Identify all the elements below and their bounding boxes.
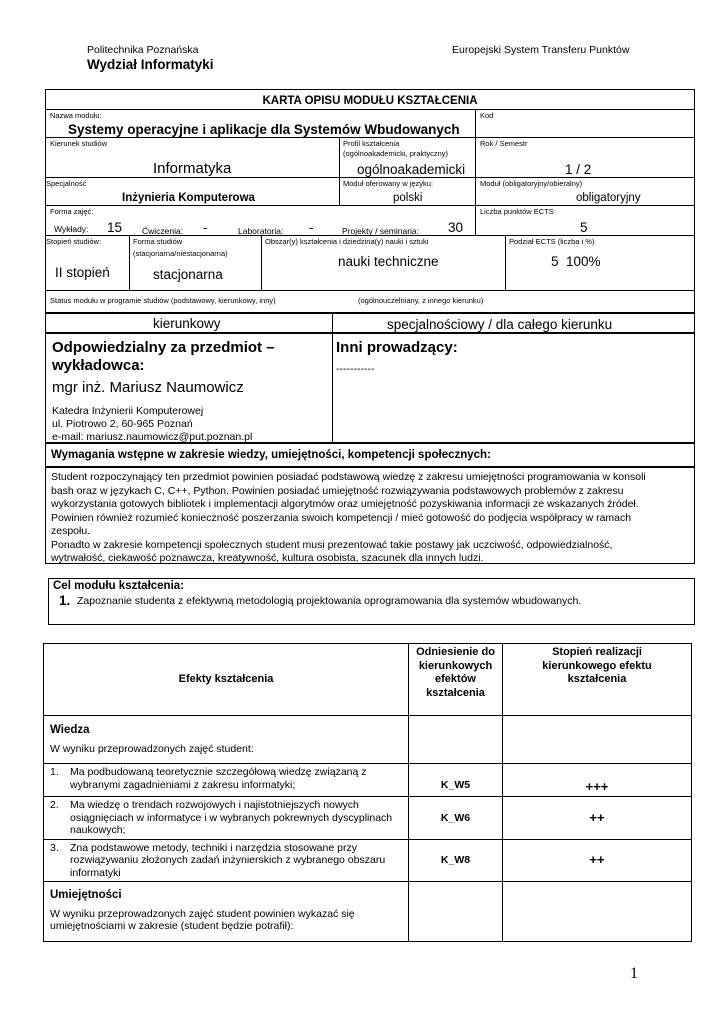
skills-section: [44, 882, 409, 942]
language-value: polski: [393, 192, 423, 204]
reference-col-header: Odniesienie do kierunkowych efektów kształcenia: [409, 644, 503, 716]
specialty-label: Specjalność: [46, 179, 87, 188]
labs-label: Laboratoria:: [238, 226, 284, 236]
goal-number: 1.: [59, 593, 71, 608]
requirements-heading: Wymagania wstępne w zakresie wiedzy, umiejętności, kompetencji społecznych:: [51, 449, 491, 461]
profile-label: Profil kształcenia: [343, 139, 400, 148]
level-col-header: Stopień realizacji kierunkowego efektu kształcenia: [503, 644, 692, 716]
exercises-label: Ćwiczenia:: [142, 226, 184, 236]
obligatory-value: obligatoryjny: [576, 192, 641, 204]
effect-number: 3.: [50, 841, 59, 854]
effect-level: ++: [503, 797, 692, 840]
table-row: [44, 764, 692, 797]
lectures-value: 15: [107, 220, 123, 235]
ects-label: Liczba punktów ECTS: [480, 207, 554, 216]
knowledge-intro: W wyniku przeprowadzonych zajęć student:: [50, 742, 254, 755]
profile-label-hint: (ogólnoakademicki, praktyczny): [343, 149, 449, 158]
effects-col-header: Efekty kształcenia: [44, 644, 409, 716]
requirements-line: wykorzystania gotowych bibliotek i implementacji algorytmów oraz umiejętność pozyskiwania informacji ze wskazanych źródeł.: [51, 498, 639, 510]
study-form-value: stacjonarna: [153, 267, 223, 282]
effect-reference: K_W6: [409, 797, 503, 840]
faculty-name: Wydział Informatyki: [87, 57, 214, 72]
effect-reference: K_W8: [409, 839, 503, 882]
knowledge-heading: Wiedza: [50, 724, 90, 736]
effect-number: 1.: [50, 766, 59, 778]
specialty-value: Inżynieria Komputerowa: [122, 192, 255, 204]
goal-text: Zapoznanie studenta z efektywną metodologią projektowania oprogramowania dla systemów wbudowanych.: [77, 595, 582, 607]
module-name: Systemy operacyjne i aplikacje dla Systemów Wbudowanych: [68, 122, 460, 137]
field-value: Informatyka: [153, 160, 232, 177]
university-name: Politechnika Poznańska: [87, 44, 199, 56]
goal-heading: Cel modułu kształcenia:: [53, 580, 185, 592]
responsible-heading: Odpowiedzialny za przedmiot – wykładowca:: [52, 339, 275, 374]
requirements-line: Powinien również rozumieć konieczność poszerzania swoich kompetencji / mieć gotowość do podjęcia współpracy w ramach: [51, 511, 632, 524]
ects-split-value: 5 100%: [551, 254, 601, 269]
projects-label: Projekty / seminaria:: [342, 226, 419, 236]
labs-value: -: [309, 220, 314, 235]
obligatory-label: Moduł (obligatoryjny/obieralny): [480, 179, 583, 188]
level-value: II stopień: [55, 265, 110, 280]
effect-level: +++: [503, 764, 692, 797]
effect-text: Ma wiedzę o trendach rozwojowych i najistotniejszych nowych osiągnięciach w informatyce i w wybranych pokrewnych dyscyplinach naukowych;: [70, 799, 393, 836]
status-label: Status modułu w programie studiów (podstawowy, kierunkowy, inny): [50, 296, 276, 305]
year-value: 1 / 2: [565, 162, 592, 177]
requirements-line: Ponadto w zakresie kompetencji społecznych student musi prezentować takie postawy jak uczciwość, odpowiedzialność,: [51, 538, 613, 551]
responsible-email: e-mail: mariusz.naumowicz@put.poznan.pl: [52, 431, 253, 443]
card-title: KARTA OPISU MODUŁU KSZTAŁCENIA: [262, 95, 478, 107]
effect-number: 2.: [50, 799, 59, 811]
others-value: -----------: [336, 363, 375, 375]
projects-value: 30: [448, 220, 464, 235]
others-heading: Inni prowadzący:: [336, 339, 458, 356]
area-value: nauki techniczne: [338, 254, 439, 269]
table-row: [44, 797, 692, 840]
requirements-line: Student rozpoczynający ten przedmiot powinien posiadać podstawową wiedzę z zakresu umiejętności programowania w konsoli: [51, 471, 646, 483]
field-label: Kierunek studiów: [50, 139, 108, 148]
level-label: Stopień studiów:: [46, 237, 102, 246]
page-number: 1: [630, 965, 638, 982]
effect-level: ++: [503, 839, 692, 882]
responsible-dept: Katedra Inżynierii Komputerowej: [52, 405, 204, 417]
study-form-hint: (stacjonarna/niestacjonarna): [133, 249, 228, 258]
skills-heading: Umiejętności: [50, 889, 122, 901]
effect-reference: K_W5: [409, 764, 503, 797]
study-form-label: Forma studiów: [133, 237, 183, 246]
requirements-line: zespołu.: [51, 525, 91, 537]
area-label: Obszar(y) kształcenia i dziedzina(y) nauki i sztuki: [265, 237, 429, 246]
ects-system-name: Europejski System Transferu Punktów: [452, 44, 630, 56]
responsible-name: mgr inż. Mariusz Naumowicz: [52, 379, 244, 396]
effects-table: [43, 643, 692, 942]
requirements-line: bash oraz w językach C, C++, Python. Powinien posiadać umiejętność rozwiązywania podstawowych problemów z zakresu: [51, 484, 624, 497]
status-value-2: specjalnościowy / dla całego kierunku: [387, 317, 613, 332]
forms-label: Forma zajęć:: [50, 207, 94, 216]
code-label: Kod: [480, 111, 494, 120]
ects-split-label: Podział ECTS (liczba i %): [509, 237, 595, 246]
language-label: Moduł oferowany w języku:: [343, 179, 434, 188]
status-value: kierunkowy: [153, 316, 221, 331]
requirements-text: [51, 471, 646, 566]
exercises-value: -: [203, 220, 208, 235]
module-name-label: Nazwa modułu:: [50, 111, 102, 120]
year-label: Rok / Semestr: [480, 139, 528, 148]
status-label-2: (ogólnouczelniany, z innego kierunku): [358, 296, 484, 305]
skills-intro: W wyniku przeprowadzonych zajęć student powinien wykazać się umiejętnościami w zakresie (student będzie potrafił):: [50, 907, 355, 932]
table-row: [44, 839, 692, 882]
requirements-line: wytrwałość, ciekawość poznawcza, kreatywność, kultura osobista, szacunek dla innych ludzi.: [51, 552, 484, 564]
effect-text: Ma podbudowaną teoretycznie szczegółową wiedzę związaną z wybranymi zagadnieniami z zakresu informatyki;: [70, 766, 367, 791]
effect-text: Zna podstawowe metody, techniki i narzędzia stosowane przy rozwiązywaniu złożonych zadań inżynierskich z wybranego obszaru informatyki: [70, 841, 386, 879]
profile-value: ogólnoakademicki: [357, 162, 466, 177]
knowledge-section: [44, 716, 409, 764]
ects-value: 5: [580, 220, 588, 235]
responsible-address: ul. Piotrowo 2, 60-965 Poznań: [52, 418, 193, 430]
lectures-label: Wykłady:: [54, 224, 89, 234]
